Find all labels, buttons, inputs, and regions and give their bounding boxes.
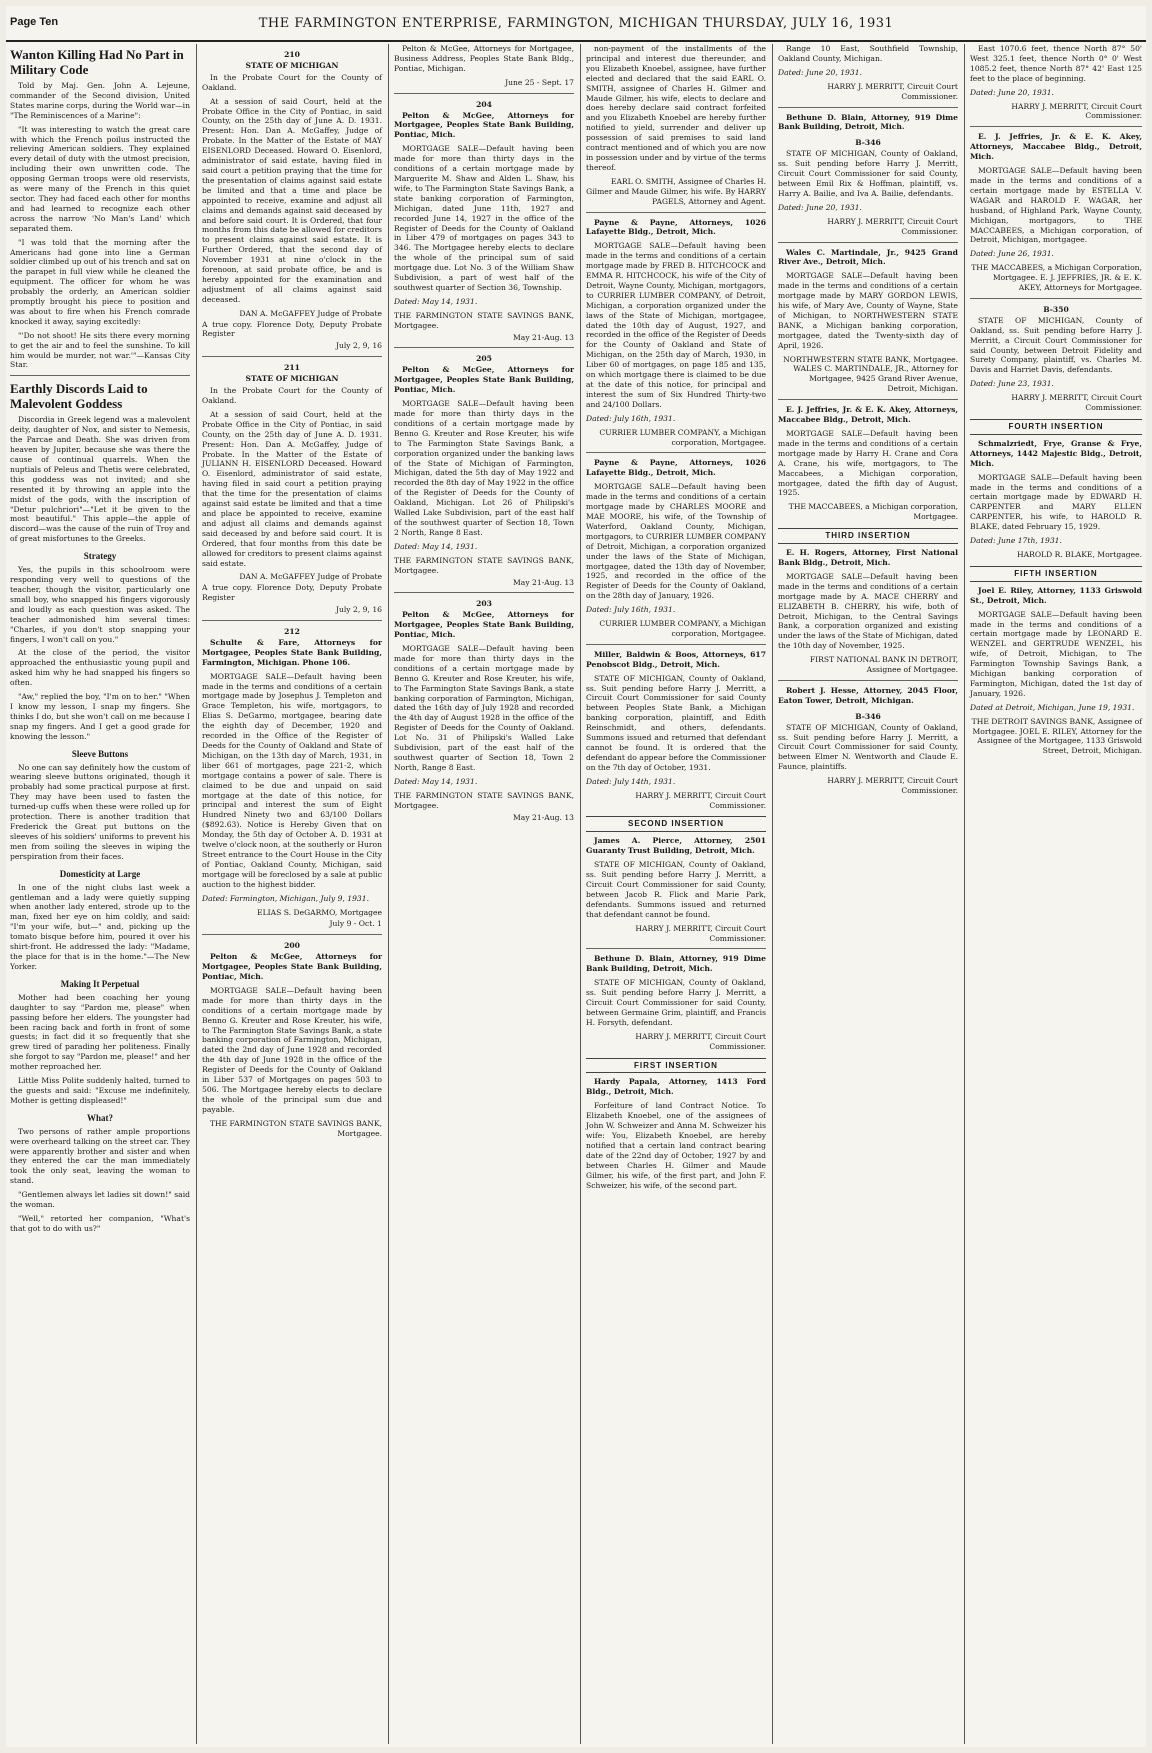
notice-state: STATE OF MICHIGAN (245, 60, 339, 70)
legal-notice-robert (778, 686, 958, 796)
story-headline: Strategy (83, 551, 117, 562)
notice-firm: Wales C. Martindale, Jr., 9425 Grand River Ave., Detroit, Mich. (778, 247, 958, 267)
story-paragraph: Yes, the pupils in this schoolroom were responding very well to questions of the teacher, though the visitor, particularly one small boy, who snapped his fingers vigorously and loudly as each question was asked. The teacher admonished him several times: "Charles, if you don't stop snapping your fingers, I won't call on you." (10, 565, 190, 644)
notice-firm: Payne & Payne, Attorneys, 1026 Lafayette Bldg., Detroit, Mich. (586, 458, 766, 478)
notice-court: In the Probate Court for the County of Oakland. (202, 72, 382, 92)
notice-body: MORTGAGE SALE—Default having been made in the terms and conditions of a certain mortgage made by ESTELLA V. WAGAR and HAROLD F. WAGAR, her husband, of Highland Park, Wayne County, Michigan, mortgagors, to THE MACCABEES, a Michigan corporation, of Detroit, Michigan, mortgagee. (970, 166, 1142, 245)
notice-signature: FIRST NATIONAL BANK IN DETROIT, Assignee of Mortgagee. (809, 655, 958, 675)
divider (586, 948, 766, 949)
notice-body: MORTGAGE SALE—Default having been made in the terms and conditions of a certain mortgage made by EDWARD H. CARPENTER and MARY ELLEN CARPENTER, his wife, to HAROLD R. BLAKE, dated February 15, 1929. (970, 472, 1142, 532)
section-heading: FIFTH INSERTION (970, 566, 1142, 582)
notice-signature: HARRY J. MERRITT, Circuit Court Commissioner. (827, 776, 958, 796)
notice-firm: Pelton & McGee, Attorneys for Mortgagee, Business Address, Peoples State Bank Bldg., Pontiac, Michigan. (394, 44, 574, 73)
notice-firm: E. H. Rogers, Attorney, First National Bank Bldg., Detroit, Mich. (778, 548, 958, 567)
legal-notice-b350 (970, 305, 1142, 413)
column-1 (6, 44, 194, 1744)
divider (586, 644, 766, 645)
notice-run-dates: May 21-Aug. 13 (513, 577, 574, 587)
story-headline: Domesticity at Large (59, 868, 141, 879)
notice-run-dates: July 2, 9, 16 (335, 605, 382, 615)
notice-dated: Dated: June 17th, 1931. (970, 536, 1062, 546)
notice-number: 211 (284, 363, 300, 373)
notice-signature: DAN A. McGAFFEY Judge of Probate (239, 308, 382, 318)
notice-firm: E. J. Jeffries, Jr. & E. K. Akey, Attorneys, Maccabee Bldg., Detroit, Mich. (970, 132, 1142, 162)
notice-body: MORTGAGE SALE—Default having been made in the terms and conditions of a certain mortgage made by MARY GORDON LEWIS, his wife, of Mary Ave, County of Wayne, State of Michigan, to NORTHWESTERN STATE BANK, a Michigan banking corporation, mortgagee, dated the Twenty-sixth day of April, 1926. (778, 271, 958, 350)
legal-notice-payne (586, 218, 766, 448)
notice-firm: Bethune D. Blain, Attorney, 919 Dime Bank Building, Detroit, Mich. (778, 112, 958, 132)
notice-number: B-350 (1043, 304, 1069, 314)
notice-signature: HARRY J. MERRITT, Circuit Court Commissioner. (1011, 393, 1142, 413)
section-heading: FOURTH INSERTION (970, 419, 1142, 435)
notice-body: MORTGAGE SALE—Default having been made for more than thirty days in the conditions of a certain mortgage made by Benno G. Kreuter and Rose Kreuter, his wife, to The Farmington State Savings Bank, a state banking corporation of Farmington, Michigan, dated the 2nd day of June 1928 and recorded the 4th day of June 1928 in the office of the Register of Deeds for the County of Oakland in Liber 537 of Mortgages on pages 503 to 506. The Mortgagee hereby elects to declare the whole of the principal sum due and payable. (202, 985, 382, 1114)
legal-notice-212 (202, 627, 382, 929)
notice-copy: A true copy. Florence Doty, Deputy Probate Register (202, 583, 382, 603)
notice-body: STATE OF MICHIGAN, County of Oakland, ss. Suit pending before Harry J. Merritt, Circuit Court Commissioner for said County, between Emil Rix & Hoffman, plaintiff, vs. Harry A. Bailie, and Iva A. Bailie, defendants. (778, 149, 958, 198)
notice-body: MORTGAGE SALE—Default having been made in the terms and conditions of a certain mortgage made by LEONARD E. WENZEL and GERTRUDE WENZEL, his wife, of Detroit, Michigan, to The Farmington Township Savings Bank, a Michigan banking corporation of Farmington, Michigan, dated the 1st day of January, 1926. (970, 609, 1142, 698)
notice-number: B-346 (855, 138, 881, 148)
column-rule (196, 44, 197, 1744)
section-heading: FIRST INSERTION (586, 1058, 766, 1074)
divider (202, 356, 382, 357)
legal-notice-james (586, 836, 766, 943)
notice-signature: THE DETROIT SAVINGS BANK, Assignee of Mortgagee. JOEL E. RILEY, Attorney for the Assignee of the Mortgagee, 1133 Griswold Street, Detroit, Michigan. (971, 716, 1142, 756)
notice-signature: HARRY J. MERRITT, Circuit Court Commissioner. (635, 790, 766, 810)
notice-copy: A true copy. Florence Doty, Deputy Probate Register (202, 319, 382, 339)
notice-body: MORTGAGE SALE—Default having been made for more than thirty days in the conditions of a certain mortgage made by Benno G. Kreuter and Rose Kreuter, his wife to The Farmington State Savings Bank, a corporation organized under the banking laws of the State of Michigan of Farmington, Michigan, dated the 5th day of May 1922 and recorded the 8th day of May 1922 in the office of the Register of Deeds for the County of Oakland, Michigan. Lot 26 of Philipski's Walled Lake Subdivision, part of the east half of the southwest quarter of Section 18, Town 2 North, Range 8 East. (394, 399, 574, 537)
notice-body: STATE OF MICHIGAN, County of Oakland, ss. Suit pending before Harry J. Merritt, a Circuit Court Commissioner for said County, between Detroit Fidelity and Surety Company, plaintiff, vs. Charles M. Davis and Harriet Davis, defendants. (970, 315, 1142, 375)
notice-run-dates: May 21-Aug. 13 (513, 812, 574, 822)
notice-signature: DAN A. McGAFFEY Judge of Probate (239, 572, 382, 582)
notice-signature: THE FARMINGTON STATE SAVINGS BANK, Mortgagee. (209, 1118, 382, 1138)
story-paragraph: "'Do not shoot! He sits there every morning to get the air and to feel the sunshine. To kill him would be murder, not war.'"—Kansas City Star. (10, 330, 190, 370)
story-headline: Sleeve Buttons (71, 748, 129, 759)
divider (394, 93, 574, 94)
story-wanton-killing (10, 47, 190, 370)
notice-firm: James A. Pierce, Attorney, 2501 Guaranty Trust Building, Detroit, Mich. (586, 836, 766, 856)
story-paragraph: "Gentlemen always let ladies sit down!" said the woman. (10, 1190, 190, 1210)
legal-notice-jeffries-2 (970, 132, 1142, 293)
notice-firm: Hardy Papala, Attorney, 1413 Ford Bldg., Detroit, Mich. (586, 1077, 766, 1097)
column-rule (580, 44, 581, 1744)
notice-body: STATE OF MICHIGAN, County of Oakland, ss. Suit pending before Harry J. Merritt, a Circuit Court Commissioner for said County between Peoples State Bank, a Michigan banking corporation, plaintiff, and Edith Reinschmidt, and others, defendants. Summons issued and returned that defendant cannot be found. It is ordered that the defendant do appear before the Commissioner on the 7th day of October, 1931. (586, 673, 766, 772)
story-paragraph: "Aw," replied the boy, "I'm on to her." "When I know my lesson, I snap my fingers. She thinks I do, but she won't call on me because I snap my fingers. And I get a good grade for knowing the lesson." (10, 692, 190, 741)
legal-notice-bethune-2 (778, 113, 958, 237)
notice-signature: THE MACCABEES, a Michigan corporation, Mortgagee. (788, 502, 958, 522)
notice-body: At a session of said Court, held at the Probate Office in the City of Pontiac, in said County, on the 25th day of June A. D. 1931. Present: Hon. Dan A. McGaffey, Judge of Probate. In the Matter of the Estate of JULIANN H. EISENLORD Deceased. Howard O. Eisenlord, administrator of said estate, having filed in said court a petition praying that the time for the presentation of claims against said estate be limited and that a time and place be appointed to receive, examine and adjust all claims and demands against said deceased by and before said court. It is Ordered, that four months from this date be allowed for creditors to present claims against said estate. (202, 409, 382, 568)
legal-notice-bethune (586, 954, 766, 1051)
notice-dated: Dated: June 20, 1931. (970, 87, 1054, 97)
notice-body: MORTGAGE SALE—Default having been made in the terms and conditions of a certain mortgage made by Josephus J. Templeton and Grace Templeton, his wife, mortgagors, to Elias S. DeGarmo, mortgagee, bearing date the eighth day of December, 1920 and recorded in the Office of the Register of Deeds for the County of Oakland and State of Michigan, on the 13th day of March, 1931, in liber 661 of mortgages, page 221-2, which mortgage contains a power of sale. There is claimed to be due and unpaid on said mortgage at the date of this notice, for principal and interest the sum of Eight Hundred Ninety two and 63/100 Dollars ($892.63). Notice is Hereby Given that on Monday, the 5th day of October A. D. 1931 at twelve o'clock noon, at the southerly or Huron Street entrance to the Court House in the City of Pontiac, Oakland County, Michigan, said mortgage will be foreclosed by a sale at public auction to the highest bidder. (202, 671, 382, 889)
notice-dated: Dated: June 20, 1931. (778, 202, 862, 212)
story-paragraph: In one of the night clubs last week a gentleman and a lady were quietly supping when another lady entered, strode up to the man, fixed her eye on him coldly, and said: "I'm your wife, but—" and, picking up the tomato bisque before him, poured it over his shirt-front. He addressed the lady: "Madame, the place for that is in the home."—The New Yorker. (10, 882, 190, 971)
notice-number: 205 (476, 354, 492, 364)
notice-signature: THE FARMINGTON STATE SAVINGS BANK, Mortgagee. (394, 555, 574, 575)
divider (778, 107, 958, 108)
notice-court: In the Probate Court for the County of Oakland. (202, 386, 382, 405)
legal-notice-payne-2 (586, 458, 766, 638)
legal-notice-rogers (778, 548, 958, 675)
notice-signature: HARRY J. MERRITT, Circuit Court Commissioner. (635, 1031, 766, 1051)
story-paragraph: "I was told that the morning after the Americans had gone into line a German soldier climbed up out of his trench and sat on the parapet in full view while he cleaned the equipment. The officer for whom he was probably the orderly, an American soldier promptly brought his piece to position and was about to fire when his French comrade knocked it away, saying excitedly: (10, 237, 190, 326)
story-making-perpetual (10, 979, 190, 1106)
notice-signature: HARRY J. MERRITT, Circuit Court Commissioner. (827, 81, 958, 101)
divider (394, 347, 574, 348)
notice-firm: Pelton & McGee, Attorneys for Mortgagee, Peoples State Bank Building, Pontiac, Mich. (394, 610, 574, 640)
notice-firm: Pelton & McGee, Attorneys for Mortgagee, Peoples State Bank Building, Pontiac, Mich. (202, 952, 382, 982)
notice-number: 203 (476, 599, 492, 609)
legal-notice-204 (394, 100, 574, 343)
newspaper-title: THE FARMINGTON ENTERPRISE, FARMINGTON, MICHIGAN THURSDAY, JULY 16, 1931 (258, 16, 894, 31)
story-headline: What? (86, 1112, 113, 1123)
story-headline: Earthly Discords Laid to Malevolent Goddess (10, 381, 148, 412)
notice-state: STATE OF MICHIGAN (245, 374, 339, 384)
notice-firm: Schmalzriedt, Frye, Granse & Frye, Attorneys, 1442 Majestic Bldg., Detroit, Mich. (970, 438, 1142, 468)
notice-signature: EARL O. SMITH, Assignee of Charles H. Gilmer and Maude Gilmer, his wife. By HARRY PAGELS, Attorney and Agent. (586, 176, 766, 206)
notice-signature: CURRIER LUMBER COMPANY, a Michigan corporation, Mortgagee. (599, 619, 766, 638)
notice-body: MORTGAGE SALE—Default having been made in the terms and conditions of a certain mortgage made by A. MACE CHERRY and ELIZABETH B. CHERRY, his wife, both of Detroit, Michigan, to the Central Savings Bank, a corporation organized and existing under the laws of the State of Michigan, dated the 10th day of November, 1925. (778, 571, 958, 651)
divider (778, 399, 958, 400)
notice-firm: Miller, Baldwin & Boos, Attorneys, 617 Penobscot Bldg., Detroit, Mich. (586, 649, 766, 669)
story-earthly-discords (10, 381, 190, 544)
divider (970, 126, 1142, 127)
notice-firm: Joel E. Riley, Attorney, 1133 Griswold St., Detroit, Mich. (970, 585, 1142, 605)
notice-firm: E. J. Jeffries, Jr. & E. K. Akey, Attorneys, Maccabee Bldg., Detroit, Mich. (778, 405, 958, 425)
masthead (6, 6, 1146, 42)
notice-signature: THE MACCABEES, a Michigan Corporation, Mortgagee. E. J. JEFFRIES, JR. & E. K. AKEY, Attorneys for Mortgagee. (971, 263, 1142, 293)
legal-notice-211 (202, 363, 382, 615)
section-heading: SECOND INSERTION (586, 816, 766, 832)
column-3 (390, 44, 578, 1744)
divider (778, 242, 958, 243)
divider (970, 298, 1142, 299)
story-sleeve-buttons (10, 749, 190, 862)
notice-run-dates: May 21-Aug. 13 (513, 332, 574, 342)
notice-run-dates: June 25 - Sept. 17 (505, 77, 574, 87)
notice-signature: HAROLD R. BLAKE, Mortgagee. (1017, 549, 1142, 559)
story-paragraph: Little Miss Polite suddenly halted, turned to the guests and said: "Excuse me indefinitely, Mother is getting displeased!" (10, 1076, 190, 1105)
legal-notice-200 (202, 941, 382, 1138)
story-paragraph: Discordia in Greek legend was a malevolent deity, daughter of Nox, and sister to Nemesis, the Parcae and Death. She was driven from heaven by Jupiter, because she was there the cause of continual quarrels. When the nuptials of Peleus and Thetis were celebrated, this goddess was not invited; and she resented it by throwing an apple into the midst of the gods, with the inscription of "Detur pulchriori"—"Let it be given to the most beautiful." This apple—the apple of discord—was the cause of the ruin of Troy and of great misfortunes to the Greeks. (10, 415, 190, 544)
legal-notice-wales (778, 248, 958, 395)
column-2 (198, 44, 386, 1744)
notice-firm: Pelton & McGee, Attorneys for Mortgagee, Peoples State Bank Building, Pontiac, Mich. (394, 110, 574, 140)
legal-notice-jeffries (778, 405, 958, 522)
notice-run-dates: July 9 - Oct. 1 (329, 919, 382, 929)
column-5 (774, 44, 962, 1744)
divider (778, 680, 958, 681)
notice-number: 212 (284, 627, 300, 637)
notice-body: Forfeiture of land Contract Notice. To Elizabeth Knoebel, one of the assignees of John W. Schweizer and Anna M. Schweizer his wife: You, Elizabeth Knoebel, are hereby notified that a certain land contract bearing date of the 22nd day of October, 1927 by and between Charles H. Gilmer and Maude Gilmer, his wife, of the first part, and John F. Schweizer, his wife, of the second part. (586, 1101, 766, 1190)
notice-dated: Dated: July 16th, 1931. (586, 413, 676, 423)
section-heading: THIRD INSERTION (778, 528, 958, 544)
notice-dated: Dated: May 14, 1931. (394, 541, 478, 551)
notice-body: East 1070.6 feet, thence North 87° 50' West 325.1 feet, thence North 0° 0' West 1085.2 feet, thence North 87° 42' East 125 feet to the place of beginning. (970, 44, 1142, 83)
legal-notice-210 (202, 50, 382, 351)
notice-dated: Dated: May 14, 1931. (394, 776, 478, 786)
divider (586, 212, 766, 213)
legal-notice-miller (586, 650, 766, 811)
notice-firm: Payne & Payne, Attorneys, 1026 Lafayette Bldg., Detroit, Mich. (586, 217, 766, 237)
notice-number: 200 (284, 941, 300, 951)
notice-body: MORTGAGE SALE—Default having been made in the terms and conditions of a certain mortgage made by FRED B. HITCHCOCK and EMMA R. HITCHCOCK, his wife of the City of Detroit, Wayne County, Michigan, mortgagors, to CURRIER LUMBER COMPANY, of Detroit, Michigan, a corporation organized under the laws of the State of Michigan, mortgagee, dated the 10th day of August, 1927, and recorded in the office of the Register of Deeds for the County of Oakland and State of Michigan, on the 25th day of March, 1930, in Liber 60 of mortgages, on page 185 and 135, on which mortgage there is claimed to be due at the date of this notice, for principal and interest the sum of Six Hundred Thirty-two and 24/100 Dollars. (586, 241, 766, 409)
column-rule (388, 44, 389, 1744)
notice-signature: HARRY J. MERRITT, Circuit Court Commissioner. (827, 216, 958, 236)
notice-number: 204 (476, 99, 492, 109)
story-paragraph: Mother had been coaching her young daughter to say "Pardon me, please" when passing before her elders. The youngster had been racing back and forth in front of some guests; in fact did it so frequently that she grew tired of parading her politeness. Finally she forgot to say "Pardon me, please!" and her mother reproached her. (10, 992, 190, 1072)
notice-dated: Dated: July 16th, 1931. (586, 605, 676, 615)
notice-dated: Dated at Detroit, Michigan, June 19, 1931. (970, 702, 1135, 712)
story-paragraph: "It was interesting to watch the great care with which the French poilus instructed the relieving American soldiers. They explained every detail of duty with the utmost precision, including their own unwritten code. The opposing German troops were old reservists, as were many of the French in this quiet sector. They had faced each other for months and had learned to recognize each other across the narrow 'No Man's Land' which separated them. (10, 124, 190, 233)
notice-body: MORTGAGE SALE—Default having been made for more than thirty days in the conditions of a certain mortgage made by Marguerite M. Shaw and Alden L. Shaw, his wife, to The Farmington State Savings Bank, a state banking corporation of Farmington, Michigan, dated June 11th, 1927 and recorded June 14, 1927 in the office of the Register of Deeds for the County of Oakland in Liber 479 of mortgages on pages 343 to 346. The Mortgagee hereby elects to declare the whole of the principal sum of said mortgage due. Lot No. 3 of the William Shaw Subdivision, a part of west half of the southwest quarter of Section 36, Township. (394, 144, 574, 292)
divider (394, 592, 574, 593)
divider (202, 620, 382, 621)
notice-signature: ELIAS S. DeGARMO, Mortgagee (257, 907, 382, 917)
legal-notice-schmaltz (970, 439, 1142, 560)
story-headline: Making It Perpetual (60, 978, 140, 989)
story-domesticity (10, 869, 190, 972)
notice-body: STATE OF MICHIGAN, County of Oakland, ss. Suit pending before Harry J. Merritt, a Circuit Court Commissioner for said County, between Jacob R. Flick and Marie Park, defendants. Summons issued and returned that defendant cannot be found. (586, 860, 766, 919)
story-paragraph: "Well," retorted her companion, "What's that got to do with us?" (10, 1214, 190, 1233)
column-6 (966, 44, 1146, 1744)
notice-number: B-346 (855, 711, 881, 721)
divider (10, 375, 190, 376)
story-paragraph: At the close of the period, the visitor approached the enthusiastic young pupil and asked him why he had snapped his fingers so often. (10, 648, 190, 688)
notice-number: 210 (284, 50, 300, 59)
notice-firm: Pelton & McGee, Attorneys for Mortgagee, Peoples State Bank Building, Pontiac, Mich. (394, 365, 574, 395)
story-paragraph: Told by Maj. Gen. John A. Lejeune, commander of the Second division, United States marine corps, during the World war—in "The Reminiscences of a Marine": (10, 81, 190, 120)
column-rule (964, 44, 965, 1744)
notice-dated: Dated: May 14, 1931. (394, 296, 478, 306)
newspaper-page (6, 6, 1146, 1747)
notice-body: non-payment of the installments of the principal and interest due thereunder, and you Elizabeth Knoebel, assignee, have further elected and declared that the said EARL O. SMITH, assignee of Charles H. Gilmer and Maude Gilmer, his wife, elects to declare and does hereby declare said contract forfeited and you Elizabeth Knoebel are hereby further notified to yield, surrender and deliver up possession of said premises to said land contract mentioned and of which you are now in possession under and by virtue of the terms thereof. (586, 44, 766, 172)
notice-signature: THE FARMINGTON STATE SAVINGS BANK, Mortgagee. (394, 310, 574, 330)
notice-body: MORTGAGE SALE—Default having been made in the terms and conditions of a certain mortgage made by CHARLES MOORE and MAE MOORE, his wife, of the Township of Waterford, Oakland County, Michigan, mortgagors, to CURRIER LUMBER COMPANY of Detroit, Michigan, a corporation organized under the laws of the State of Michigan, mortgagee, dated the 13th day of November, 1925, and recorded in the office of the Register of Deeds for the County of Oakland, on the 28th day of January, 1926. (586, 482, 766, 601)
divider (202, 934, 382, 935)
notice-dated: Dated: June 23, 1931. (970, 379, 1054, 389)
notice-signature: HARRY J. MERRITT, Circuit Court Commissioner. (635, 923, 766, 943)
notice-body: At a session of said Court, held at the Probate Office in the City of Pontiac, in said County, on the 25th day of June A. D. 1931. Present: Hon. Dan A. McGaffey, Judge of Probate. In the Matter of the Estate of MAY EISENLORD Deceased. Howard O. Eisenlord, administrator of said estate, having filed in said court a petition praying that the time for the presentation of claims against said estate be limited and that a time and place be appointed to receive, examine and adjust all claims and demands against said deceased by and before said court. It is Ordered, that four months from this date be allowed for creditors to present claims against said estate. It is Further Ordered, that the second day of November 1931 at nine o'clock in the forenoon, at said probate office, be and is hereby appointed for the examination and adjustment of all claims against said deceased. (202, 96, 382, 304)
notice-body: STATE OF MICHIGAN, County of Oakland, ss. Suit pending before Harry J. Merritt, a Circuit Court Commissioner for said County, between Germaine Grim, plaintiff, and Francis H. Forsyth, defendant. (586, 978, 766, 1027)
notice-body: STATE OF MICHIGAN, County of Oakland, ss. Suit pending before Harry J. Merritt, a Circuit Court Commissioner for said County, between Elmer N. Wentworth and Claude E. Faunce, plaintiffs. (778, 722, 958, 772)
column-rule (772, 44, 773, 1744)
notice-signature: HARRY J. MERRITT, Circuit Court Commissioner. (1011, 101, 1142, 121)
notice-run-dates: July 2, 9, 16 (335, 341, 382, 351)
notice-signature: NORTHWESTERN STATE BANK, Mortgagee. WALES C. MARTINDALE, JR., Attorney for Mortgagee, 9425 Grand River Avenue, Detroit, Michigan. (783, 354, 958, 394)
divider (586, 452, 766, 453)
page-number: Page Ten (10, 16, 59, 28)
story-headline: Wanton Killing Had No Part in Military Code (10, 47, 184, 77)
legal-notice-hardy (586, 1077, 766, 1190)
notice-body: MORTGAGE SALE—Default having been made in the terms and conditions of a certain mortgage made by Harry H. Crane and Cora A. Crane, his wife, mortgagors, to The Maccabees, a Michigan corporation, mortgagee, dated the fifth day of August, 1925. (778, 429, 958, 498)
legal-notice-riley (970, 586, 1142, 757)
notice-signature: CURRIER LUMBER COMPANY, a Michigan corporation, Mortgagee. (599, 427, 766, 447)
notice-dated: Dated: June 26, 1931. (970, 249, 1054, 259)
notice-firm: Robert J. Hesse, Attorney, 2045 Floor, Eaton Tower, Detroit, Michigan. (778, 685, 958, 705)
story-paragraph: Two persons of rather ample proportions were overheard talking on the street car. They were apparently brother and sister and when they entered the car the man immediately took the only seat, leaving the woman to stand. (10, 1126, 190, 1186)
notice-dated: Dated: July 14th, 1931. (586, 776, 676, 786)
notice-dated: Dated: June 20, 1931. (778, 67, 862, 77)
legal-notice-205 (394, 354, 574, 587)
notice-body: MORTGAGE SALE—Default having been made for more than thirty days in the conditions of a certain mortgage made by Benno G. Kreuter and Rose Kreuter, his wife, to The Farmington State Savings Bank, a state banking corporation of Farmington, Michigan, dated the 16th day of July 1928 and recorded the 4th day of August 1928 in the office of the Register of Deeds for the County of Oakland. Lot No. 31 of Philipski's Walled Lake Subdivision, part of the east half of the southwest quarter of Section 18, Town 2 North, Range 8 East. (394, 644, 574, 772)
notice-firm: Schulte & Fare, Attorneys for Mortgagee, Peoples State Bank Building, Farmington, Michigan. Phone 106. (202, 637, 382, 667)
legal-notice-203 (394, 599, 574, 822)
notice-body: Range 10 East, Southfield Township, Oakland County, Michigan. (778, 44, 958, 63)
column-4 (582, 44, 770, 1744)
notice-dated: Dated: Farmington, Michigan, July 9, 1931. (202, 893, 369, 903)
story-strategy (10, 551, 190, 741)
story-what (10, 1113, 190, 1234)
story-paragraph: No one can say definitely how the custom of wearing sleeve buttons originated, though it probably had some practical purpose at first. They may have been used to fasten the turned-up cuffs when these were rolled up for protection. There is another tradition that Frederick the Great put buttons on the sleeves of his soldiers' uniforms to prevent his men from soiling the sleeves in wiping the perspiration from their faces. (10, 762, 190, 861)
notice-firm: Bethune D. Blain, Attorney, 919 Dime Bank Building, Detroit, Mich. (586, 954, 766, 974)
notice-signature: THE FARMINGTON STATE SAVINGS BANK, Mortgagee. (394, 790, 574, 810)
